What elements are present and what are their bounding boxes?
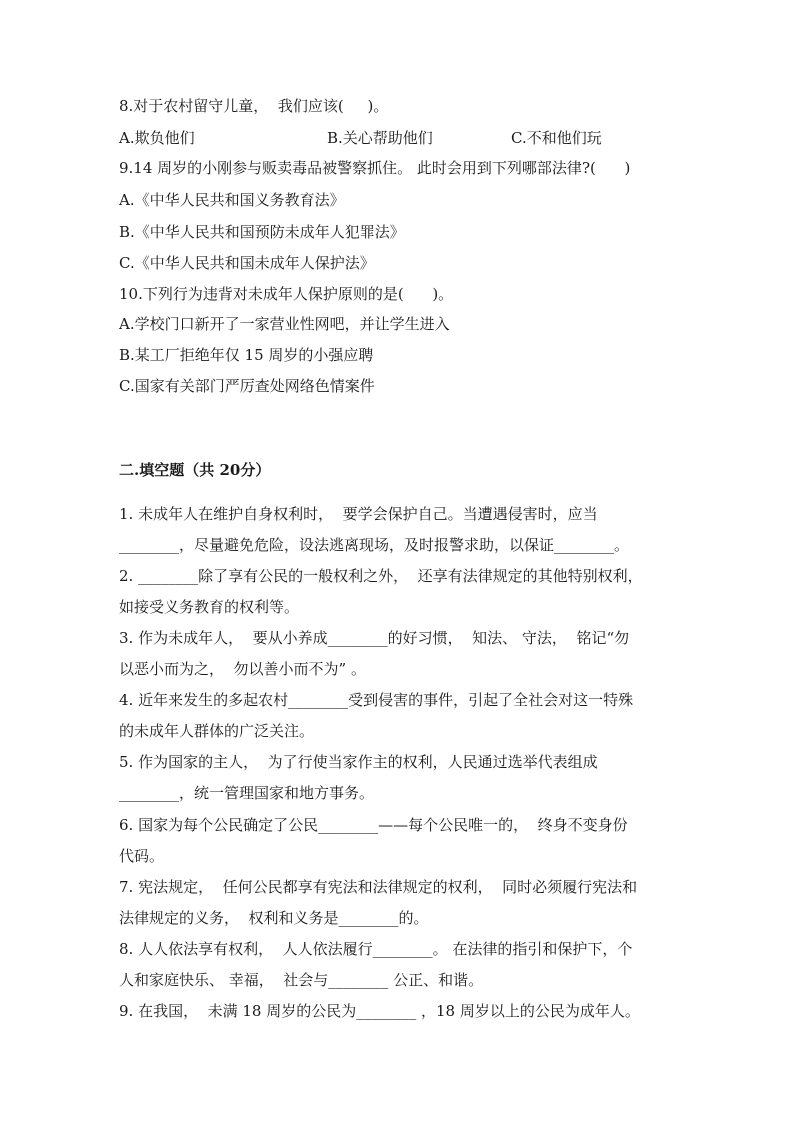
question-9-option-c: C.《中华人民共和国未成年人保护法》: [119, 254, 375, 272]
question-8-option-b: B.关心帮助他们: [327, 129, 433, 147]
fill-line-14: 法律规定的义务， 权利和义务是________的。: [119, 909, 429, 927]
question-10-option-c: C.国家有关部门严厉查处网络色情案件: [119, 377, 375, 395]
fill-line-8: 的未成年人群体的广泛关注。: [119, 722, 315, 740]
section-title-fill-in: 二.填空题（共 20分）: [119, 461, 271, 479]
fill-line-12: 代码。: [119, 847, 165, 865]
fill-line-2: ________，尽量避免危险，设法逃离现场，及时报警求助，以保证________。: [119, 536, 630, 554]
fill-line-16: 人和家庭快乐、 幸福， 社会与________ 公正、和谐。: [119, 971, 484, 989]
fill-line-4: 如接受义务教育的权利等。: [119, 598, 300, 616]
question-9-option-a: A.《中华人民共和国义务教育法》: [119, 191, 345, 209]
fill-line-3: 2. ________除了享有公民的一般权利之外， 还享有法律规定的其他特别权利，: [119, 567, 643, 585]
question-8-option-c: C.不和他们玩: [511, 129, 602, 147]
fill-line-17: 9. 在我国， 未满 18 周岁的公民为________ ，18 周岁以上的公民为成年人。: [119, 1002, 640, 1020]
question-9-option-b: B.《中华人民共和国预防未成年人犯罪法》: [119, 223, 405, 241]
question-10-option-a: A.学校门口新开了一家营业性网吧，并让学生进入: [119, 315, 450, 333]
question-8-stem: 8.对于农村留守儿童， 我们应该( )。: [119, 97, 389, 115]
fill-line-10: ________，统一管理国家和地方事务。: [119, 784, 375, 802]
fill-line-1: 1. 未成年人在维护自身权利时， 要学会保护自己。当遭遇侵害时，应当: [119, 505, 598, 523]
question-8-option-a: A.欺负他们: [119, 129, 195, 147]
question-10-stem: 10.下列行为违背对未成年人保护原则的是( )。: [119, 285, 454, 303]
fill-line-5: 3. 作为未成年人， 要从小养成________的好习惯， 知法、 守法， 铭记“勿: [119, 629, 630, 647]
fill-line-13: 7. 宪法规定， 任何公民都享有宪法和法律规定的权利， 同时必须履行宪法和: [119, 878, 638, 896]
fill-line-9: 5. 作为国家的主人， 为了行使当家作主的权利，人民通过选举代表组成: [119, 753, 598, 771]
fill-line-7: 4. 近年来发生的多起农村________受到侵害的事件，引起了全社会对这一特殊: [119, 691, 634, 709]
question-8-options: [119, 128, 679, 148]
fill-line-15: 8. 人人依法享有权利， 人人依法履行________。 在法律的指引和保护下，个: [119, 940, 633, 958]
fill-line-6: 以恶小而为之， 勿以善小而不为” 。: [119, 660, 366, 678]
fill-line-11: 6. 国家为每个公民确定了公民________——每个公民唯一的， 终身不变身份: [119, 816, 628, 834]
question-10-option-b: B.某工厂拒绝年仅 15 周岁的小强应聘: [119, 346, 374, 364]
question-9-stem: 9.14 周岁的小刚参与贩卖毒品被警察抓住。 此时会用到下列哪部法律?( ): [119, 159, 631, 177]
